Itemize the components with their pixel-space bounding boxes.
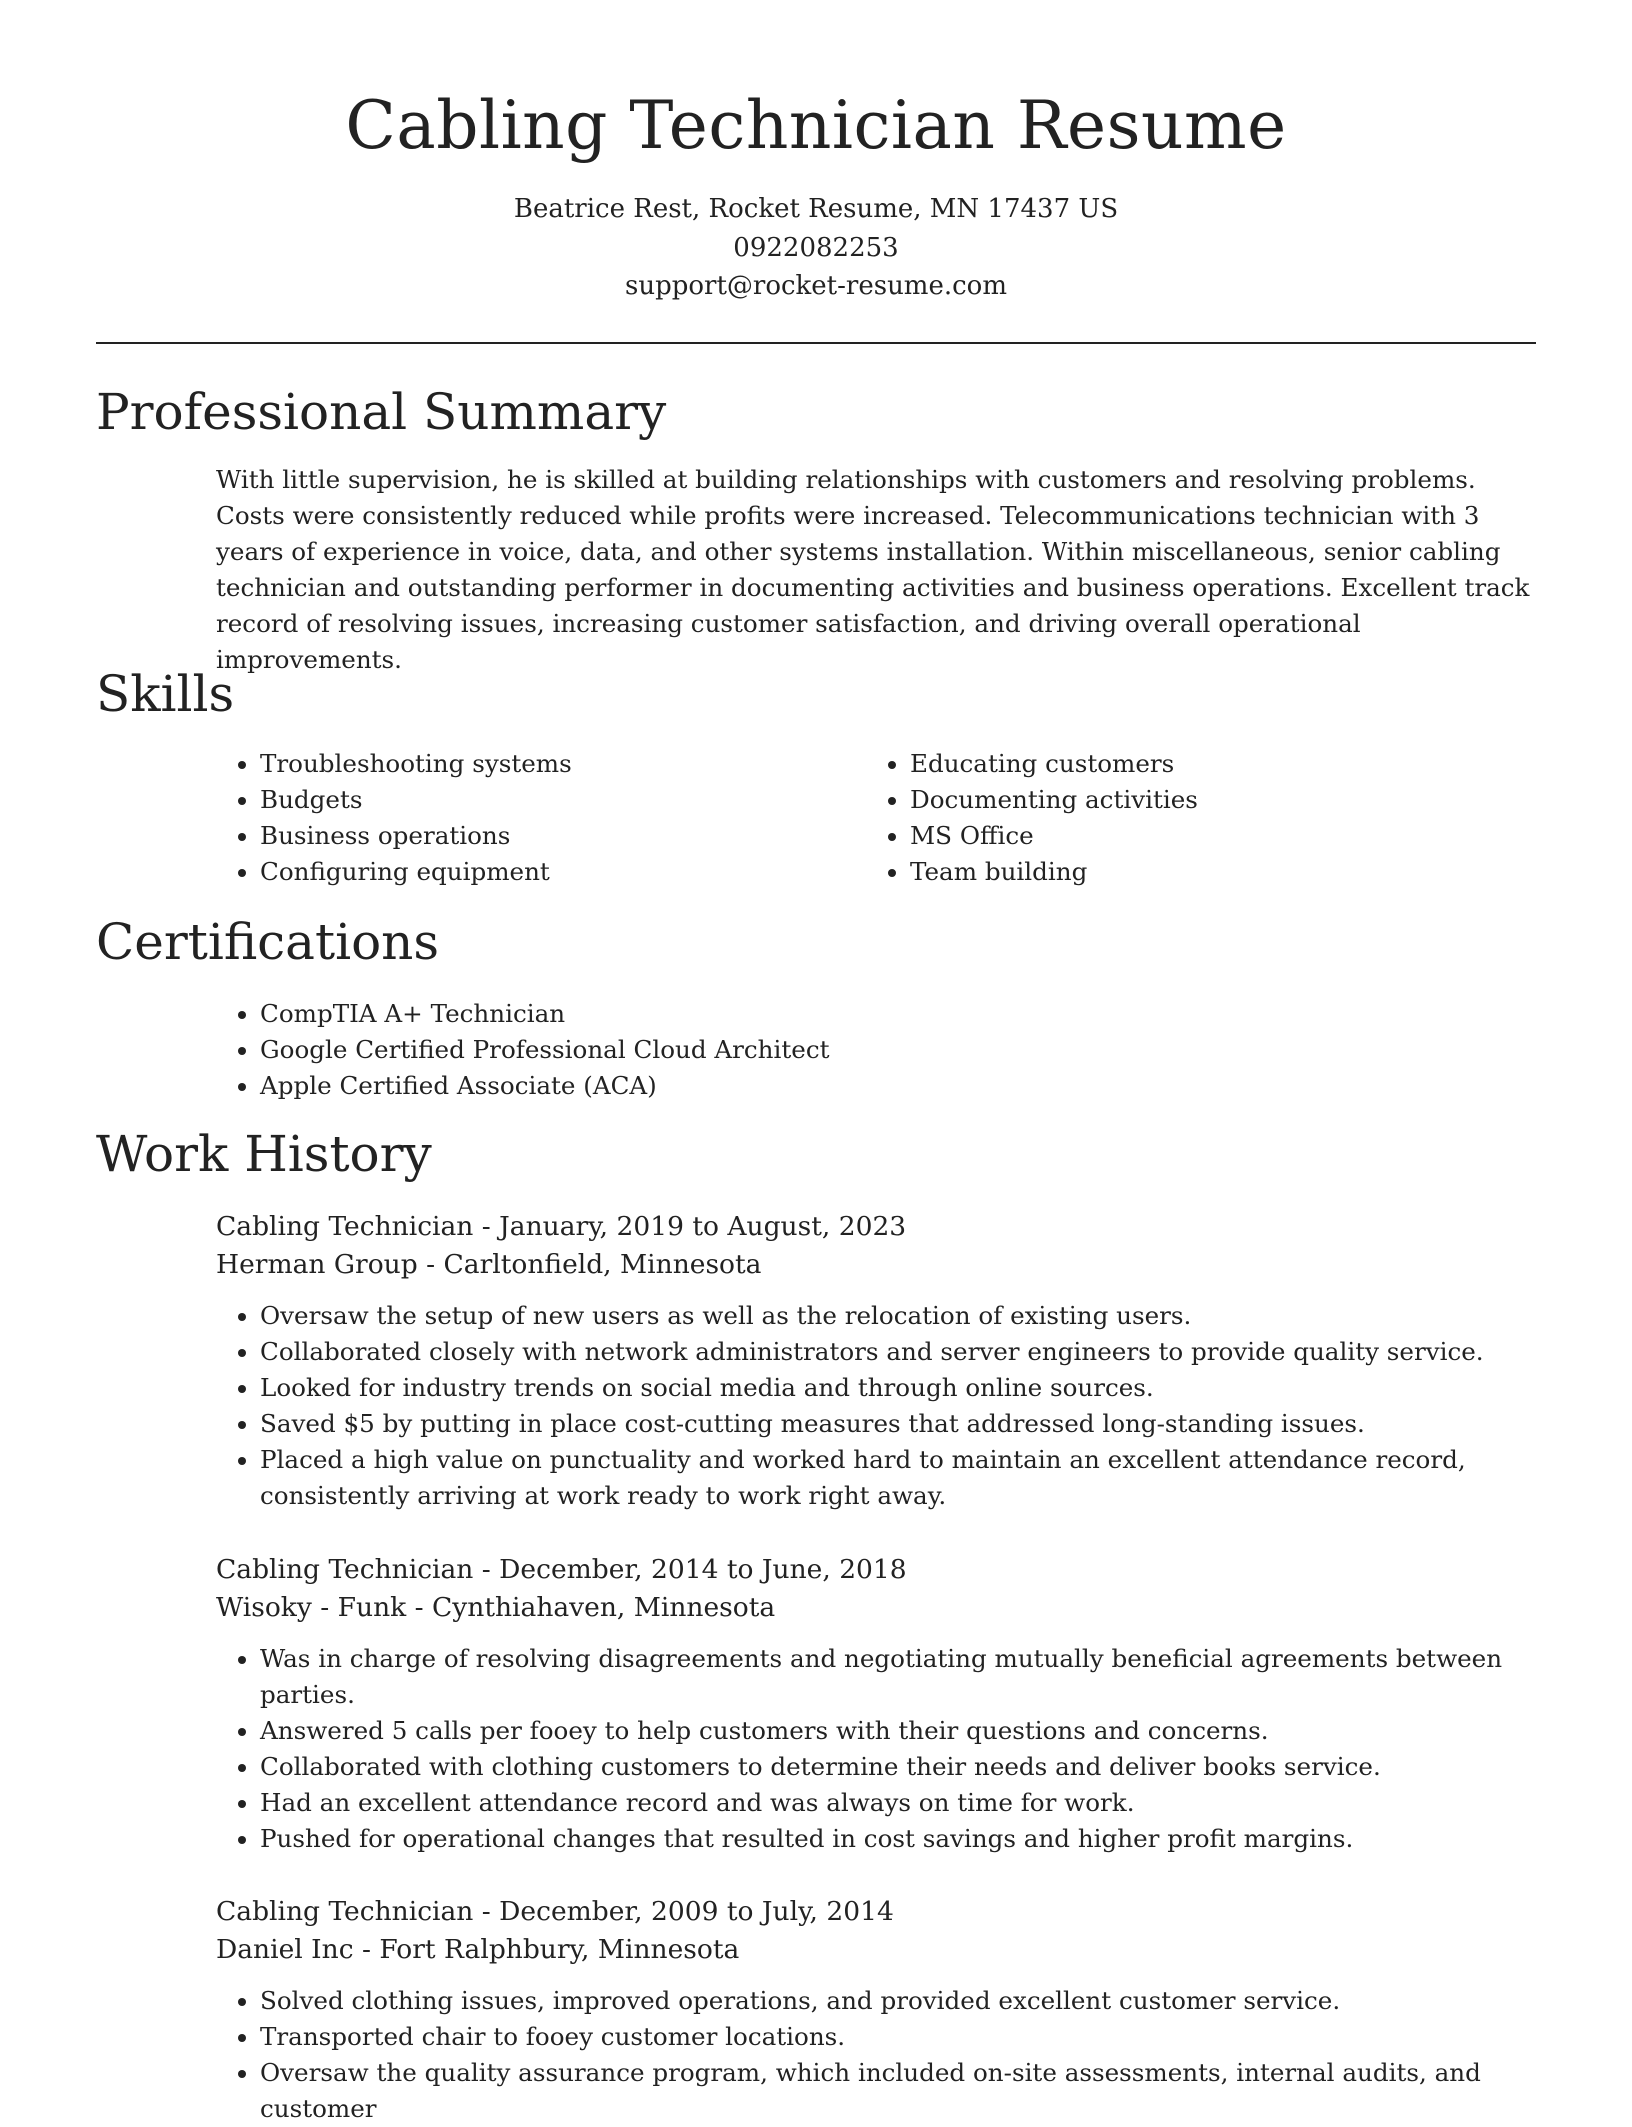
contact-address: Beatrice Rest, Rocket Resume, MN 17437 US (513, 194, 1119, 224)
job-bullet: • Answered 5 calls per fooey to help customers with their questions and concerns. (260, 1713, 1556, 1749)
certifications-list (216, 996, 1416, 1104)
job-bullet: • Oversaw the setup of new users as well as the relocation of existing users. (260, 1298, 1556, 1334)
job-bullet: • Placed a high value on punctuality and worked hard to maintain an excellent attendance record, consistently arriving at work ready to work right away. (260, 1442, 1556, 1514)
skills-column-left (216, 746, 816, 890)
job-role-dates: Cabling Technician - December, 2009 to July, 2014 (216, 1896, 894, 1927)
job-bullet: • Solved clothing issues, improved operations, and provided excellent customer service. (260, 1983, 1556, 2019)
job-bullet: • Collaborated with clothing customers to determine their needs and deliver books service. (260, 1749, 1556, 1785)
job-bullet: • Oversaw the quality assurance program, which included on-site assessments, internal audits, and customer (260, 2055, 1556, 2127)
skill-item: • Educating customers (910, 746, 1466, 782)
resume-header (0, 0, 1632, 306)
skills-list-right (866, 746, 1466, 890)
resume-title: Cabling Technician Resume (345, 87, 1287, 164)
job-bullet: • Saved $5 by putting in place cost-cutting measures that addressed long-standing issues. (260, 1406, 1556, 1442)
skills-column-right (866, 746, 1466, 890)
contact-phone: 0922082253 (733, 232, 899, 263)
job-bullets (216, 1298, 1556, 1514)
certification-item: • Google Certified Professional Cloud Architect (260, 1032, 1416, 1068)
summary-heading: Professional Summary (96, 383, 667, 441)
certification-item: • CompTIA A+ Technician (260, 996, 1416, 1032)
skills-heading: Skills (96, 665, 235, 723)
header-divider (96, 342, 1536, 344)
job-bullets (216, 1641, 1556, 1857)
certification-item: • Apple Certified Associate (ACA) (260, 1068, 1416, 1104)
skill-item: • Documenting activities (910, 782, 1466, 818)
skill-item: • Troubleshooting systems (260, 746, 816, 782)
contact-info (0, 190, 1632, 306)
skill-item: • MS Office (910, 818, 1466, 854)
job-bullet: • Pushed for operational changes that resulted in cost savings and higher profit margins. (260, 1821, 1556, 1857)
work-history-heading: Work History (96, 1125, 432, 1183)
skill-item: • Team building (910, 854, 1466, 890)
job-bullet: • Had an excellent attendance record and was always on time for work. (260, 1785, 1556, 1821)
job-role-dates: Cabling Technician - January, 2019 to August, 2023 (216, 1211, 907, 1242)
job-company-location: Wisoky - Funk - Cynthiahaven, Minnesota (216, 1592, 776, 1623)
job-bullet: • Looked for industry trends on social media and through online sources. (260, 1370, 1556, 1406)
job-entry (216, 1893, 1556, 2127)
job-bullet: • Collaborated closely with network administrators and server engineers to provide quality service. (260, 1334, 1556, 1370)
skill-item: • Budgets (260, 782, 816, 818)
summary-text: With little supervision, he is skilled at building relationships with customers and resolving problems. Costs were consistently reduced while profits were increased. Telecommunications technician with 3 years of experience in voice, data, and other systems installation. Within miscellaneous, senior cabling technician and outstanding performer in documenting activities and business operations. Excellent track record of resolving issues, increasing customer satisfaction, and driving overall operational improvements. (216, 465, 1530, 674)
job-company-location: Herman Group - Carltonfield, Minnesota (216, 1249, 762, 1280)
job-role-dates: Cabling Technician - December, 2014 to June, 2018 (216, 1554, 907, 1585)
skills-list-left (216, 746, 816, 890)
job-bullet: • Transported chair to fooey customer locations. (260, 2019, 1556, 2055)
skill-item: • Business operations (260, 818, 816, 854)
job-bullet: • Was in charge of resolving disagreements and negotiating mutually beneficial agreements between parties. (260, 1641, 1556, 1713)
job-bullets (216, 1983, 1556, 2127)
contact-email: support@rocket-resume.com (624, 271, 1007, 301)
job-entry (216, 1551, 1556, 1857)
skill-item: • Configuring equipment (260, 854, 816, 890)
certifications-block (216, 996, 1416, 1104)
job-company-location: Daniel Inc - Fort Ralphbury, Minnesota (216, 1934, 740, 1965)
certifications-heading: Certifications (96, 913, 440, 971)
job-entry (216, 1208, 1556, 1514)
